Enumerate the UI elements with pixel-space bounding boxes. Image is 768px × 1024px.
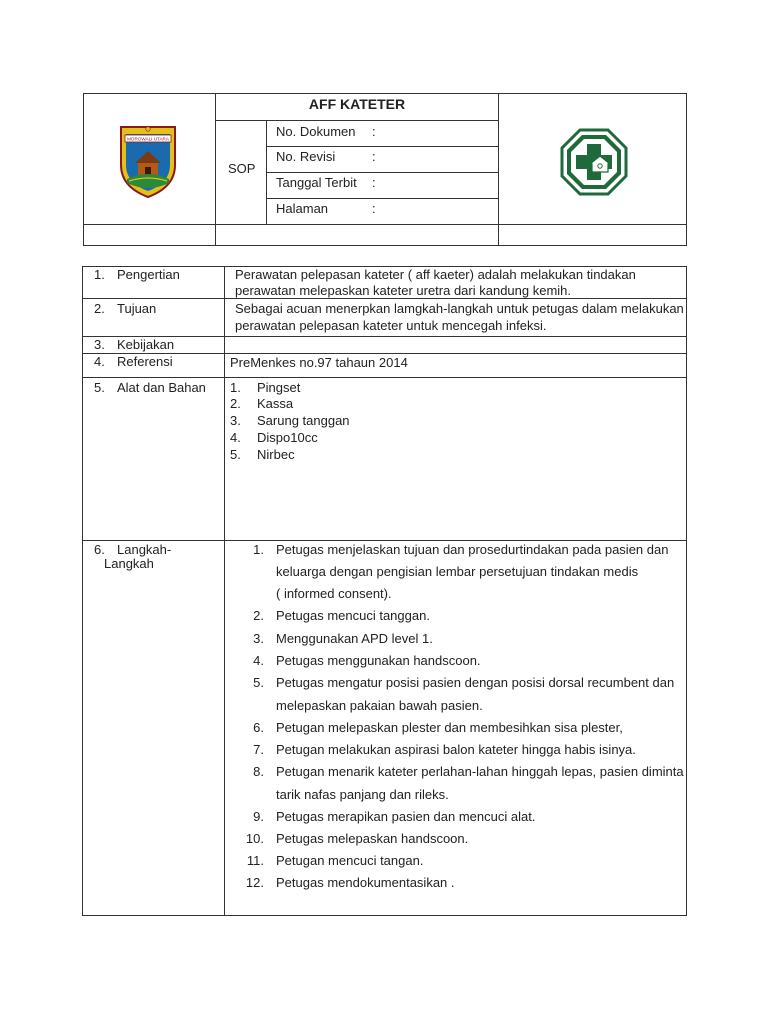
row-label: Langkah- [117, 542, 172, 557]
row-number: 2. [94, 301, 105, 316]
list-item: Dispo10cc [257, 430, 318, 445]
meta-separator: : [372, 124, 376, 139]
step-number: 10. [245, 831, 264, 846]
meta-label: Halaman [276, 201, 329, 216]
step-number: 1. [253, 542, 264, 557]
row-text: Perawatan pelepasan kateter ( aff kaeter) adalah melakukan tindakan [235, 267, 636, 282]
row-number: 3. [94, 337, 105, 352]
list-item: Pingset [257, 380, 301, 395]
row-text: PreMenkes no.97 tahaun 2014 [230, 355, 408, 370]
row-number: 1. [94, 267, 105, 282]
regency-logo [115, 121, 181, 199]
row-number: 6. [94, 542, 105, 557]
row-divider [82, 540, 687, 541]
step-text: Petugas mendokumentasikan . [276, 875, 455, 890]
row-divider [82, 377, 687, 378]
row-text: perawatan melepaskan kateter uretra dari kandung kemih. [235, 283, 572, 298]
row-number: 4. [94, 354, 105, 369]
list-item: Kassa [257, 396, 294, 411]
step-number: 12. [245, 875, 264, 890]
step-text: Petugas melepaskan handscoon. [276, 831, 469, 846]
step-text: ( informed consent). [276, 586, 392, 601]
header-divider [266, 172, 499, 173]
list-number: 2. [230, 396, 241, 411]
header-divider [266, 120, 267, 225]
step-text: tarik nafas panjang dan rileks. [276, 787, 449, 802]
meta-label: No. Revisi [276, 149, 336, 164]
step-number: 9. [253, 809, 264, 824]
step-text: melepaskan pakaian bawah pasien. [276, 698, 483, 713]
step-number: 8. [253, 764, 264, 779]
step-text: Petugas menjelaskan tujuan dan prosedurtindakan pada pasien dan [276, 542, 669, 557]
step-text: Petugan melepaskan plester dan membesihkan sisa plester, [276, 720, 623, 735]
row-text: perawatan pelepasan kateter untuk mencegah infeksi. [235, 318, 547, 333]
column-divider [224, 266, 225, 916]
step-text: Petugan melakukan aspirasi balon kateter hingga habis isinya. [276, 742, 636, 757]
step-number: 11. [246, 853, 264, 868]
step-text: Petugas mencuci tanggan. [276, 608, 430, 623]
row-label: Tujuan [117, 301, 157, 316]
document-title: AFF KATETER [308, 96, 406, 112]
meta-label: No. Dokumen [276, 124, 356, 139]
meta-separator: : [372, 201, 376, 216]
row-label: Langkah [104, 556, 154, 571]
step-text: Petugan mencuci tangan. [276, 853, 424, 868]
step-number: 5. [253, 675, 264, 690]
list-number: 1. [230, 380, 241, 395]
header-divider [83, 224, 687, 225]
health-center-logo [560, 128, 628, 196]
step-number: 4. [253, 653, 264, 668]
row-number: 5. [94, 380, 105, 395]
header-divider [215, 120, 499, 121]
list-number: 3. [230, 413, 241, 428]
header-divider [266, 146, 499, 147]
step-number: 3. [253, 631, 264, 646]
meta-separator: : [372, 175, 376, 190]
step-number: 2. [253, 608, 264, 623]
step-number: 7. [253, 742, 264, 757]
list-number: 4. [230, 430, 241, 445]
row-label: Alat dan Bahan [117, 380, 206, 395]
step-text: keluarga dengan pengisian lembar persetujuan tindakan medis [276, 564, 639, 579]
list-number: 5. [230, 447, 241, 462]
row-label: Pengertian [117, 267, 180, 282]
meta-label: Tanggal Terbit [276, 175, 357, 190]
list-item: Sarung tanggan [257, 413, 350, 428]
list-item: Nirbec [257, 447, 295, 462]
meta-separator: : [372, 149, 376, 164]
step-number: 6. [253, 720, 264, 735]
logo-text: MOROWALI UTARA [127, 136, 169, 142]
row-label: Referensi [117, 354, 173, 369]
sop-label: SOP [228, 161, 256, 176]
step-text: Petugan menarik kateter perlahan-lahan hinggah lepas, pasien diminta [276, 764, 684, 779]
step-text: Petugas menggunakan handscoon. [276, 653, 481, 668]
row-text: Sebagai acuan menerpkan lamgkah-langkah untuk petugas dalam melakukan [235, 301, 684, 316]
step-text: Menggunakan APD level 1. [276, 631, 433, 646]
step-text: Petugas mengatur posisi pasien dengan posisi dorsal recumbent dan [276, 675, 675, 690]
row-label: Kebijakan [117, 337, 175, 352]
step-text: Petugas merapikan pasien dan mencuci alat. [276, 809, 536, 824]
header-divider [266, 198, 499, 199]
